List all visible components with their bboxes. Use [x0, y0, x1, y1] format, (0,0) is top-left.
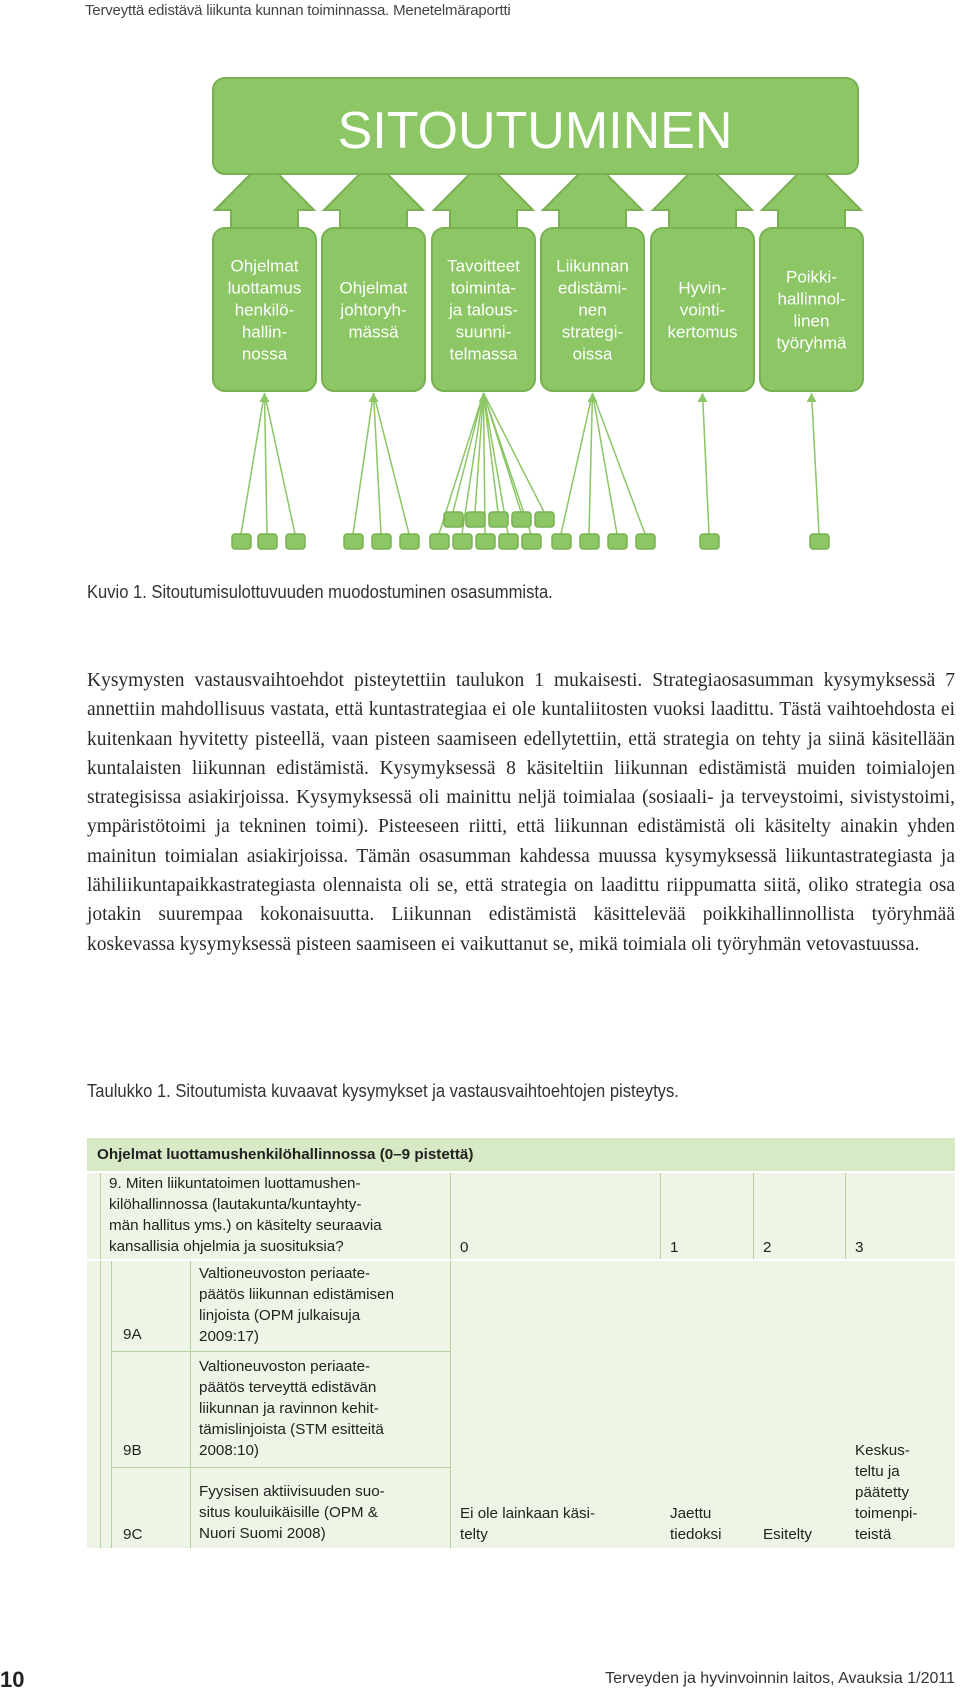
component-label-line: henkilö-	[234, 300, 295, 320]
option-1	[670, 1503, 750, 1545]
connector-line	[703, 393, 710, 534]
component-box	[760, 228, 863, 391]
connector-line	[484, 393, 522, 512]
item-text-9b	[199, 1356, 449, 1461]
component-label-line: mässä	[348, 322, 399, 342]
component-label-line: Liikunnan	[556, 256, 629, 276]
option-0	[460, 1503, 660, 1545]
arrowhead-icon	[479, 393, 489, 402]
arrowhead-icon	[260, 393, 270, 402]
connector-line	[265, 393, 268, 534]
option-line: Keskus-	[855, 1442, 910, 1459]
indicator-leaf	[700, 534, 719, 549]
indicator-leaf	[466, 512, 485, 527]
indicator-leaf	[810, 534, 829, 549]
item-line: 2009:17)	[199, 1328, 259, 1345]
indicator-leaf	[444, 512, 463, 527]
component-label-line: edistämi-	[558, 278, 627, 298]
commitment-diagram	[0, 60, 960, 560]
scoring-table	[87, 1138, 955, 1548]
indicator-leaf	[430, 534, 449, 549]
indicator-leaf	[608, 534, 627, 549]
indicator-leaf	[499, 534, 518, 549]
component-label-line: Hyvin-	[678, 278, 727, 298]
indicator-leaf	[636, 534, 655, 549]
option-3	[855, 1440, 955, 1545]
option-line: päätetty	[855, 1484, 910, 1501]
option-line: toimenpi-	[855, 1505, 918, 1522]
question-line: män hallitus yms.) on käsitelty seuraavia	[109, 1217, 382, 1234]
connector-line	[374, 393, 410, 534]
component-label-line: Ohjelmat	[230, 256, 299, 276]
question-line: 9. Miten liikuntatoimen luottamushen-	[109, 1175, 361, 1192]
question-row	[87, 1173, 955, 1259]
question-text	[109, 1173, 449, 1257]
item-text-9a	[199, 1263, 449, 1347]
option-line: Jaettu	[670, 1505, 712, 1522]
indicator-leaf	[476, 534, 495, 549]
indicator-leaf	[580, 534, 599, 549]
component-label-line: toiminta-	[450, 278, 517, 298]
indicator-leaf	[453, 534, 472, 549]
connector-line	[593, 393, 618, 534]
indicator-leaf	[258, 534, 277, 549]
arrowhead-icon	[369, 393, 379, 402]
score-0: 0	[460, 1239, 469, 1256]
score-3: 3	[855, 1239, 864, 1256]
item-line: linjoista (OPM julkaisuja	[199, 1307, 361, 1324]
question-line: kilöhallinnossa (lautakunta/kuntayhty-	[109, 1196, 362, 1213]
item-line: tämislinjoista (STM esitteitä	[199, 1421, 384, 1438]
arrowhead-icon	[588, 393, 598, 402]
connector-line	[374, 393, 382, 534]
component-label-line: ja talous-	[449, 300, 518, 320]
diagram-title: SITOUTUMINEN	[337, 102, 733, 160]
figure-caption: Kuvio 1. Sitoutumisulottuvuuden muodostuminen osasummista.	[87, 582, 553, 602]
item-code-9c: 9C	[123, 1526, 143, 1543]
item-text-9c	[199, 1481, 449, 1544]
component-label-line: hallinnol-	[777, 289, 846, 309]
table-caption: Taulukko 1. Sitoutumista kuvaavat kysymykset ja vastausvaihtoehtojen pisteytys.	[87, 1081, 679, 1101]
component-label-line: nen	[578, 300, 607, 320]
component-label-line: Ohjelmat	[339, 278, 408, 298]
item-line: 2008:10)	[199, 1442, 259, 1459]
running-title: Terveyttä edistävä liikunta kunnan toiminnassa. Menetelmäraportti	[85, 2, 511, 19]
option-line: telty	[460, 1526, 488, 1543]
component-label-line: linen	[793, 311, 830, 331]
indicator-leaf	[489, 512, 508, 527]
item-line: Nuori Suomi 2008)	[199, 1525, 326, 1542]
connector-line	[593, 393, 646, 534]
connector-line	[484, 393, 545, 512]
publisher-footer: Terveyden ja hyvinvoinnin laitos, Avauksia 1/2011	[605, 1670, 955, 1687]
component-label-line: Tavoitteet	[447, 256, 520, 276]
option-line: teltu ja	[855, 1463, 900, 1480]
item-line: päätös terveyttä edistävän	[199, 1379, 377, 1396]
option-line: Ei ole lainkaan käsi-	[460, 1505, 596, 1522]
indicator-leaf	[512, 512, 531, 527]
score-2: 2	[763, 1239, 772, 1256]
component-label-line: suunni-	[455, 322, 512, 342]
item-code-9b: 9B	[123, 1442, 142, 1459]
option-line: Esitelty	[763, 1526, 812, 1543]
page-number: 10	[0, 1667, 25, 1692]
connector-line	[241, 393, 265, 534]
arrowhead-icon	[698, 393, 708, 402]
indicator-leaf	[535, 512, 554, 527]
item-line: Valtioneuvoston periaate-	[199, 1265, 371, 1282]
component-label-line: luottamus	[227, 278, 302, 298]
item-line: Fyysisen aktiivisuuden suo-	[199, 1483, 385, 1500]
component-label-line: työryhmä	[776, 333, 847, 353]
item-code-9a: 9A	[123, 1326, 142, 1343]
connector-line	[353, 393, 374, 534]
option-line: teistä	[855, 1526, 892, 1543]
connector-line	[589, 393, 593, 534]
item-line: päätös liikunnan edistämisen	[199, 1286, 395, 1303]
component-label-line: nossa	[241, 344, 288, 364]
connector-line	[484, 393, 499, 512]
connector-line	[812, 393, 820, 534]
arrowhead-icon	[807, 393, 817, 402]
score-1: 1	[670, 1239, 679, 1256]
component-label-line: strategi-	[561, 322, 624, 342]
component-label-line: vointi-	[679, 300, 726, 320]
component-label-line: kertomus	[667, 322, 738, 342]
indicator-leaf	[232, 534, 251, 549]
connector-line	[561, 393, 593, 534]
body-paragraph: Kysymysten vastausvaihtoehdot pisteytettiin taulukon 1 mukaisesti. Strategiaosasumman kysymyksessä 7 annettiin mahdollisuus vastata, että kuntastrategiaa ei ole kuntaliitosten vuoksi laadittu. Tästä vaihtoehdosta ei kuitenkaan hyvitetty pisteellä, vaan pisteen saamiseen edellytettiin, että strategia on tehty ja siinä käsitellään kuntalaisten liikunnan edistämistä. Kysymyksessä 8 käsiteltiin liikunnan edistämistä muiden toimialojen strategisissa asiakirjoissa. Kysymyksessä oli mainittu neljä toimialaa (sosiaali- ja terveystoimi, sivistystoimi, ympäristötoimi ja tekninen toimi). Pisteeseen riitti, että liikunnan edistämistä oli käsitelty ainakin yhden mainitun toimialan asiakirjoissa. Tämän osasumman kahdessa muussa kysymyksessä liikuntastrategiasta ja lähiliikuntapaikkastrategiasta olennaista oli se, että strategia on laadittu riippumatta siitä, oliko strategia osa jotakin suurempaa kokonaisuutta. Liikunnan edistämistä käsittelevää poikkihallinnollista työryhmää koskevassa kysymyksessä pisteen saamiseen ei vaikuttanut se, mikä toimiala oli työryhmän vetovastuussa.	[87, 670, 955, 955]
component-label-line: oissa	[572, 344, 613, 364]
indicator-leaf	[400, 534, 419, 549]
component-label-line: Poikki-	[785, 267, 838, 287]
table-header: Ohjelmat luottamushenkilöhallinnossa (0–9 pistettä)	[87, 1138, 955, 1173]
component-label-line: johtoryh-	[340, 300, 407, 320]
item-line: situs kouluikäisille (OPM &	[199, 1504, 378, 1521]
component-label-line: hallin-	[241, 322, 288, 342]
indicator-leaf	[286, 534, 305, 549]
component-label-line: telmassa	[449, 344, 518, 364]
indicator-leaf	[522, 534, 541, 549]
item-line: Valtioneuvoston periaate-	[199, 1358, 371, 1375]
connector-line	[265, 393, 296, 534]
indicator-leaf	[344, 534, 363, 549]
item-line: liikunnan ja ravinnon kehit-	[199, 1400, 379, 1417]
items-block	[87, 1259, 955, 1548]
body-text	[87, 666, 955, 959]
option-2	[753, 1524, 845, 1545]
indicator-leaf	[552, 534, 571, 549]
option-line: tiedoksi	[670, 1526, 722, 1543]
question-line: kansallisia ohjelmia ja suosituksia?	[109, 1238, 344, 1255]
indicator-leaf	[372, 534, 391, 549]
